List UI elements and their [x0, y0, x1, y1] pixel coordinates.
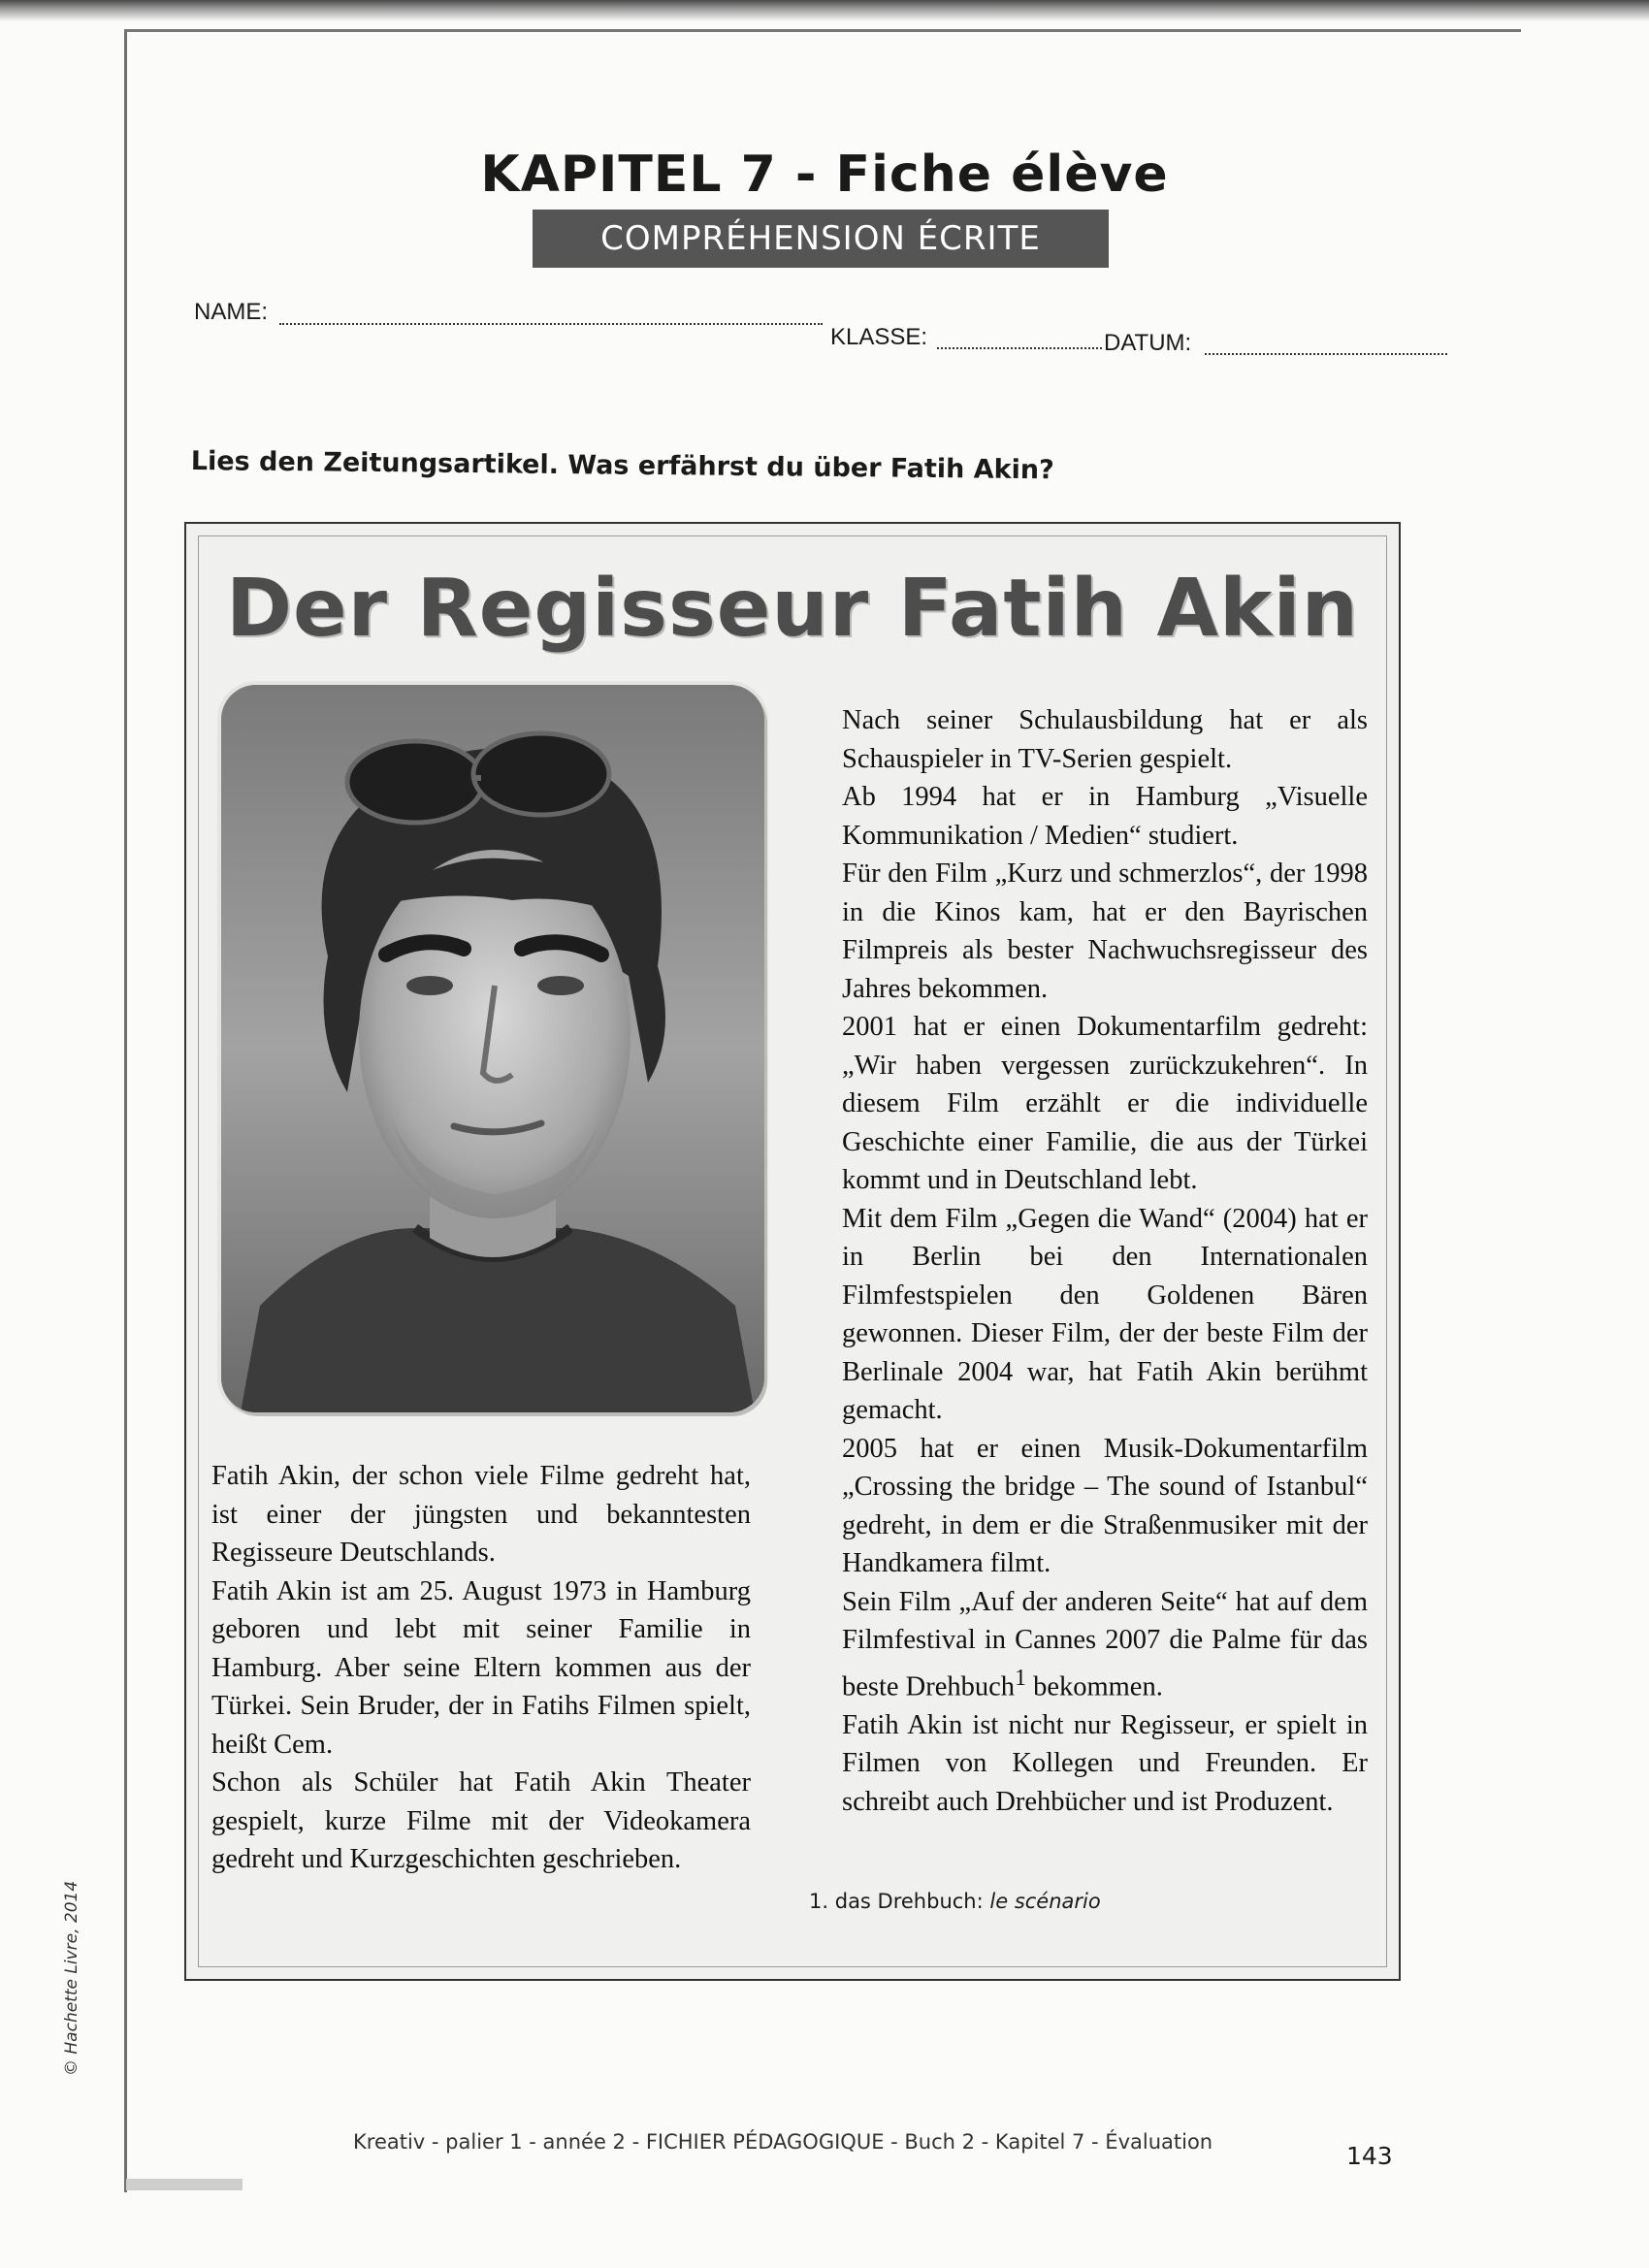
copyright-notice: © Hachette Livre, 2014: [62, 1880, 81, 2076]
klasse-label: KLASSE:: [830, 324, 928, 350]
paragraph: Fatih Akin ist nicht nur Regisseur, er spielt in Filmen von Kollegen und Freunden. Er schreibt auch Drehbücher und ist Produzent.: [842, 1709, 1368, 1817]
instruction: Lies den Zeitungsartikel. Was erfährst du über Fatih Akin?: [190, 446, 1054, 486]
page-edge-top: [124, 29, 1521, 32]
scan-shadow: [0, 0, 1649, 21]
scan-smudge: [126, 2179, 242, 2190]
page-number: 143: [1346, 2142, 1393, 2170]
article-column-right: [842, 701, 1368, 1821]
paragraph: Fatih Akin, der schon viele Filme gedreht hat, ist einer der jüngsten und bekanntesten Regisseure Deutschlands.: [211, 1461, 751, 1568]
footnote-term: das Drehbuch:: [834, 1890, 984, 1913]
paragraph: Mit dem Film „Gegen die Wand“ (2004) hat er in Berlin bei den Internationalen Filmfestspielen den Goldenen Bären gewonnen. Dieser Film, der der beste Film der Berlinale 2004 war, hat Fatih Akin berühmt gemacht.: [842, 1203, 1368, 1425]
footnote: [809, 1890, 1101, 1913]
footnote-translation: le scénario: [989, 1890, 1101, 1913]
datum-label: DATUM:: [1104, 330, 1192, 356]
paragraph-cannes: [842, 1583, 1368, 1706]
cannes-text: Sein Film „Auf der anderen Seite“ hat auf dem Filmfestival in Cannes 2007 die Palme für das beste Drehbuch: [842, 1586, 1368, 1701]
newspaper-article: [184, 522, 1401, 1981]
footnote-number: 1.: [809, 1890, 829, 1913]
cannes-end: bekommen.: [1025, 1671, 1163, 1701]
student-fields: [194, 299, 1455, 357]
page-edge-left: [124, 29, 127, 2192]
article-column-left: [211, 1457, 751, 1879]
datum-field[interactable]: [1205, 353, 1447, 355]
paragraph: Fatih Akin ist am 25. August 1973 in Hamburg geboren und lebt mit seiner Familie in Hamburg. Aber seine Eltern kommen aus der Türkei. Sein Bruder, der in Fatihs Filmen spielt, heißt Cem.: [211, 1575, 751, 1760]
paragraph: 2001 hat er einen Dokumentarfilm gedreht: „Wir haben vergessen zurückzukehren“. In diesem Film erzählt er die individuelle Geschichte einer Familie, die aus der Türkei kommt und in Deutschland lebt.: [842, 1012, 1368, 1195]
paragraph: Nach seiner Schulausbildung hat er als Schauspieler in TV-Serien gespielt.: [842, 705, 1368, 774]
page-title: KAPITEL 7 - Fiche élève: [480, 146, 1169, 204]
paragraph: 2005 hat er einen Musik-Dokumentarfilm „Crossing the bridge – The sound of Istanbul“ gedreht, in dem er die Straßenmusiker mit der Handkamera filmt.: [842, 1433, 1368, 1578]
article-title: Der Regisseur Fatih Akin: [225, 563, 1360, 655]
name-field[interactable]: [279, 323, 823, 325]
klasse-field[interactable]: [937, 347, 1102, 349]
paragraph: Für den Film „Kurz und schmerzlos“, der 1998 in die Kinos kam, hat er den Bayrischen Filmpreis als bester Nachwuchsregisseur des Jahres bekommen.: [842, 859, 1368, 1004]
paragraph: Ab 1994 hat er in Hamburg „Visuelle Kommunikation / Medien“ studiert.: [842, 782, 1368, 851]
page-footer: Kreativ - palier 1 - année 2 - FICHIER PÉDAGOGIQUE - Buch 2 - Kapitel 7 - Évaluation: [353, 2130, 1213, 2154]
section-banner: COMPRÉHENSION ÉCRITE: [533, 210, 1109, 268]
paragraph: Schon als Schüler hat Fatih Akin Theater gespielt, kurze Filme mit der Videokamera gedreht und Kurzgeschichten geschrieben.: [211, 1767, 751, 1874]
portrait-photo-icon: [221, 685, 764, 1412]
footnote-marker: 1: [1015, 1665, 1026, 1691]
name-label: NAME:: [194, 299, 269, 325]
